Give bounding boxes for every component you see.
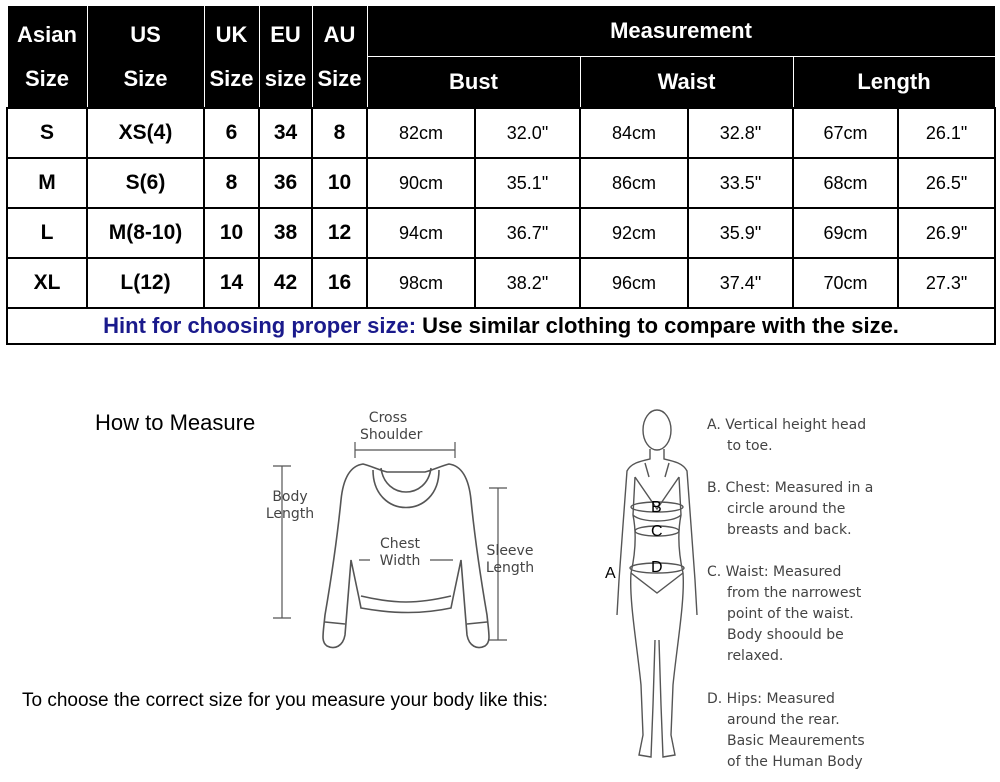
letter-a: A [605, 565, 616, 582]
hint-label: Hint for choosing proper size: [103, 313, 417, 338]
table-cell: XS(4) [87, 108, 204, 158]
table-cell: 26.9" [898, 208, 995, 258]
table-cell: 34 [259, 108, 312, 158]
table-cell: 70cm [793, 258, 898, 308]
how-to-measure-title: How to Measure [95, 410, 256, 435]
table-cell: 37.4" [688, 258, 793, 308]
table-cell: XL [7, 258, 87, 308]
table-cell: 8 [312, 108, 367, 158]
table-cell: 32.8" [688, 108, 793, 158]
table-cell: 86cm [580, 158, 688, 208]
note-c: C. Waist: Measured from the narrowest point of the waist. Body shoould be relaxed. [707, 564, 862, 664]
table-cell: 35.9" [688, 208, 793, 258]
hint-text: Use similar clothing to compare with the size. [416, 313, 899, 338]
table-cell: 12 [312, 208, 367, 258]
table-cell: 82cm [367, 108, 475, 158]
chest-width-label: Chest Width [370, 536, 430, 570]
table-cell: 92cm [580, 208, 688, 258]
header-uk-size: UK Size [204, 6, 259, 109]
header-au-size: AU Size [312, 6, 367, 109]
table-cell: 10 [204, 208, 259, 258]
table-cell: 38.2" [475, 258, 580, 308]
table-cell: 69cm [793, 208, 898, 258]
header-bust: Bust [367, 57, 580, 109]
table-cell: 42 [259, 258, 312, 308]
table-cell: M [7, 158, 87, 208]
garment-measure-diagram [255, 410, 555, 660]
body-length-label: Body Length [265, 489, 315, 522]
letter-b: B [651, 499, 662, 516]
table-row [7, 258, 995, 308]
table-cell: S(6) [87, 158, 204, 208]
table-cell: 38 [259, 208, 312, 258]
human-body-figure [605, 405, 715, 775]
header-eu-size: EU size [259, 6, 312, 109]
table-cell: 94cm [367, 208, 475, 258]
table-cell: 96cm [580, 258, 688, 308]
table-cell: M(8-10) [87, 208, 204, 258]
letter-c: C [651, 523, 663, 540]
table-row [7, 208, 995, 258]
table-cell: 90cm [367, 158, 475, 208]
table-cell: 26.5" [898, 158, 995, 208]
table-cell: 84cm [580, 108, 688, 158]
size-hint [7, 308, 995, 344]
letter-d: D [651, 559, 663, 576]
note-b: B. Chest: Measured in a circle around the breasts and back. [707, 480, 874, 538]
table-row [7, 158, 995, 208]
table-cell: 8 [204, 158, 259, 208]
header-length: Length [793, 57, 995, 109]
table-cell: 26.1" [898, 108, 995, 158]
choose-size-instruction: To choose the correct size for you measure your body like this: [22, 690, 548, 711]
table-cell: 10 [312, 158, 367, 208]
table-cell: 36.7" [475, 208, 580, 258]
cross-shoulder-label: Cross Shoulder [360, 410, 423, 443]
table-cell: 35.1" [475, 158, 580, 208]
note-a: A. Vertical height head to toe. [707, 417, 867, 454]
table-cell: 27.3" [898, 258, 995, 308]
table-cell: L(12) [87, 258, 204, 308]
header-us-size: US Size [87, 6, 204, 109]
header-asian-size: Asian Size [7, 6, 87, 109]
size-chart-table [6, 5, 996, 345]
table-cell: 36 [259, 158, 312, 208]
header-waist: Waist [580, 57, 793, 109]
table-cell: 98cm [367, 258, 475, 308]
table-cell: 14 [204, 258, 259, 308]
table-cell: L [7, 208, 87, 258]
table-cell: 33.5" [688, 158, 793, 208]
table-cell: S [7, 108, 87, 158]
table-cell: 6 [204, 108, 259, 158]
table-cell: 16 [312, 258, 367, 308]
header-measurement: Measurement [367, 6, 995, 57]
table-row [7, 108, 995, 158]
table-cell: 68cm [793, 158, 898, 208]
table-cell: 67cm [793, 108, 898, 158]
sleeve-length-label: Sleeve Length [485, 543, 535, 576]
note-d: D. Hips: Measured around the rear. Basic Meaurements of the Human Body [707, 691, 865, 770]
table-cell: 32.0" [475, 108, 580, 158]
